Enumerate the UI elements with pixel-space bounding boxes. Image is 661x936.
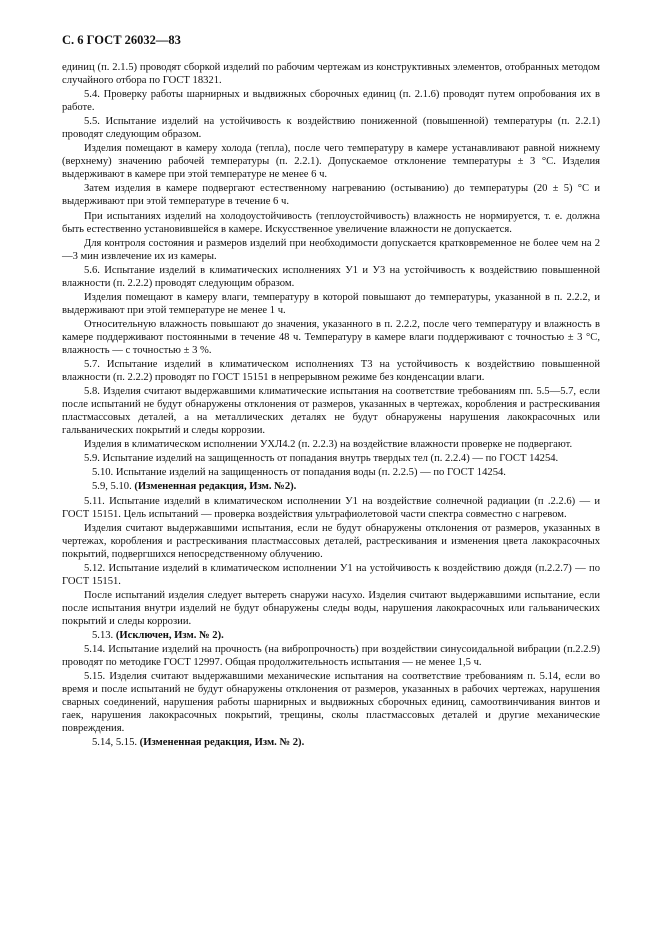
paragraph: После испытаний изделия следует вытереть снаружи насухо. Изделия считают выдержавшими испытание, если после испытания внутри изделий не будут обнаружены следы воды, нарушения лакокрасочных или гальванических покрытий и следы коррозии.	[62, 589, 600, 627]
paragraph-number: 5.13.	[92, 629, 116, 641]
paragraph: 5.8. Изделия считают выдержавшими климатические испытания на соответствие требованиям пп. 5.5—5.7, если после испытаний не будут обнаружены отклонения от размеров, указанных в чертежах, коробления и растрескивания пластмассовых деталей, а на металлических деталях не будут обнаружены нарушения лакокрасочных или гальванических покрытий и следы коррозии.	[62, 386, 600, 437]
paragraph: При испытаниях изделий на холодоустойчивость (теплоустойчивость) влажность не нормируется, т. е. должна быть естественно установившейся в камере. Искусственное увеличение влажности не допускается.	[62, 210, 600, 235]
amendment-note: (Измененная редакция, Изм. № 2).	[139, 737, 305, 749]
paragraph: 5.6. Испытание изделий в климатических исполнениях У1 и У3 на устойчивость к воздействию повышенной влажности (п. 2.2.2) проводят следующим образом.	[62, 264, 600, 289]
amendment-note: (Исключен, Изм. № 2).	[115, 629, 224, 641]
paragraph: 5.9. Испытание изделий на защищенность от попадания внутрь твердых тел (п. 2.2.4) — по ГОСТ 14254.	[84, 453, 559, 465]
paragraph: 5.11. Испытание изделий в климатическом исполнении У1 на воздействие солнечной радиации (п .2.2.6) — и ГОСТ 15151. Цель испытаний — проверка воздействия ультрафиолетовой части спектра совместно с нагревом.	[62, 495, 600, 520]
document-body	[62, 61, 600, 749]
paragraph	[62, 736, 600, 749]
document-page	[62, 32, 600, 750]
paragraph: 5.14. Испытание изделий на прочность (на вибропрочность) при воздействии синусоидальной вибрации (п.2.2.9) проводят по методике ГОСТ 12997. Общая продолжительность испытания — не менее 1,5 ч.	[62, 644, 600, 669]
paragraph	[62, 629, 600, 642]
paragraph: Изделия помещают в камеру холода (тепла), после чего температуру в камере устанавливают равной нижнему (верхнему) значению рабочей температуры (п. 2.2.1). Допускаемое отклонение температуры ± 3 °С. Изделия выдерживают в камере при этой температуре не менее 6 ч.	[62, 143, 600, 181]
paragraph: 5.4. Проверку работы шарнирных и выдвижных сборочных единиц (п. 2.1.6) проводят путем опробования их в работе.	[62, 89, 600, 114]
paragraph: Затем изделия в камере подвергают естественному нагреванию (остыванию) до температуры (20 ± 5) °С и выдерживают при этой температуре в течение 6 ч.	[62, 183, 600, 208]
paragraph: Изделия в климатическом исполнении УХЛ4.2 (п. 2.2.3) на воздействие влажности проверке не подвергают.	[84, 439, 573, 451]
paragraph: Изделия считают выдержавшими испытания, если не будут обнаружены отклонения от размеров, указанных в чертежах, коробления и растрескивания пластмассовых деталей, растрескивания и изменения цвета лакокрасочных покрытий, подвергшихся непосредственному облучению.	[62, 522, 600, 560]
paragraph: Для контроля состояния и размеров изделий при необходимости допускается кратковременное не более чем на 2—3 мин извлечение их из камеры.	[62, 237, 600, 262]
page-header: С. 6 ГОСТ 26032—83	[62, 33, 181, 47]
paragraph: 5.15. Изделия считают выдержавшими механические испытания на соответствие требованиям п. 5.14, если во время и после испытаний не будут обнаружены отклонения от размеров, указанных в рабочих чертежах, нарушения сварных соединений, нарушения работы шарнирных и выдвижных сборочных единиц, самоотвинчивания винтов и гаек, нарушения лакокрасочных покрытий, трещины, сколы пластмассовых деталей и другие механические повреждения.	[62, 671, 600, 735]
paragraph: единиц (п. 2.1.5) проводят сборкой изделий по рабочим чертежам из конструктивных элементов, отобранных методом случайного отбора по ГОСТ 18321.	[62, 62, 600, 87]
paragraph	[62, 480, 600, 493]
paragraph: 5.5. Испытание изделий на устойчивость к воздействию пониженной (повышенной) температуры (п. 2.2.1) проводят следующим образом.	[62, 116, 600, 141]
paragraph: 5.12. Испытание изделий в климатическом исполнении У1 на устойчивость к воздействию дождя (п.2.2.7) — по ГОСТ 15151.	[62, 562, 600, 587]
paragraph: Относительную влажность повышают до значения, указанного в п. 2.2.2, после чего температуру и влажность в камере поддерживают постоянными в течение 48 ч. Температуру в камере влаги поддерживают с точностью ± 3 °С, влажность — с точностью ± 3 %.	[62, 318, 600, 356]
paragraph-number: 5.9, 5.10.	[92, 481, 135, 493]
amendment-note: (Измененная редакция, Изм. №2).	[134, 481, 297, 493]
paragraph: 5.7. Испытание изделий в климатическом исполнениях Т3 на устойчивость к воздействию повышенной влажности (п. 2.2.2) проводят по ГОСТ 15151 в непрерывном режиме без конденсации влаги.	[62, 359, 600, 384]
paragraph: Изделия помещают в камеру влаги, температуру в которой повышают до температуры, указанной в п. 2.2.2, и выдерживают при этой температуре не менее 1 ч.	[62, 291, 600, 316]
paragraph: 5.10. Испытание изделий на защищенность от попадания воды (п. 2.2.5) — по ГОСТ 14254.	[92, 467, 506, 479]
paragraph-number: 5.14, 5.15.	[92, 737, 140, 749]
